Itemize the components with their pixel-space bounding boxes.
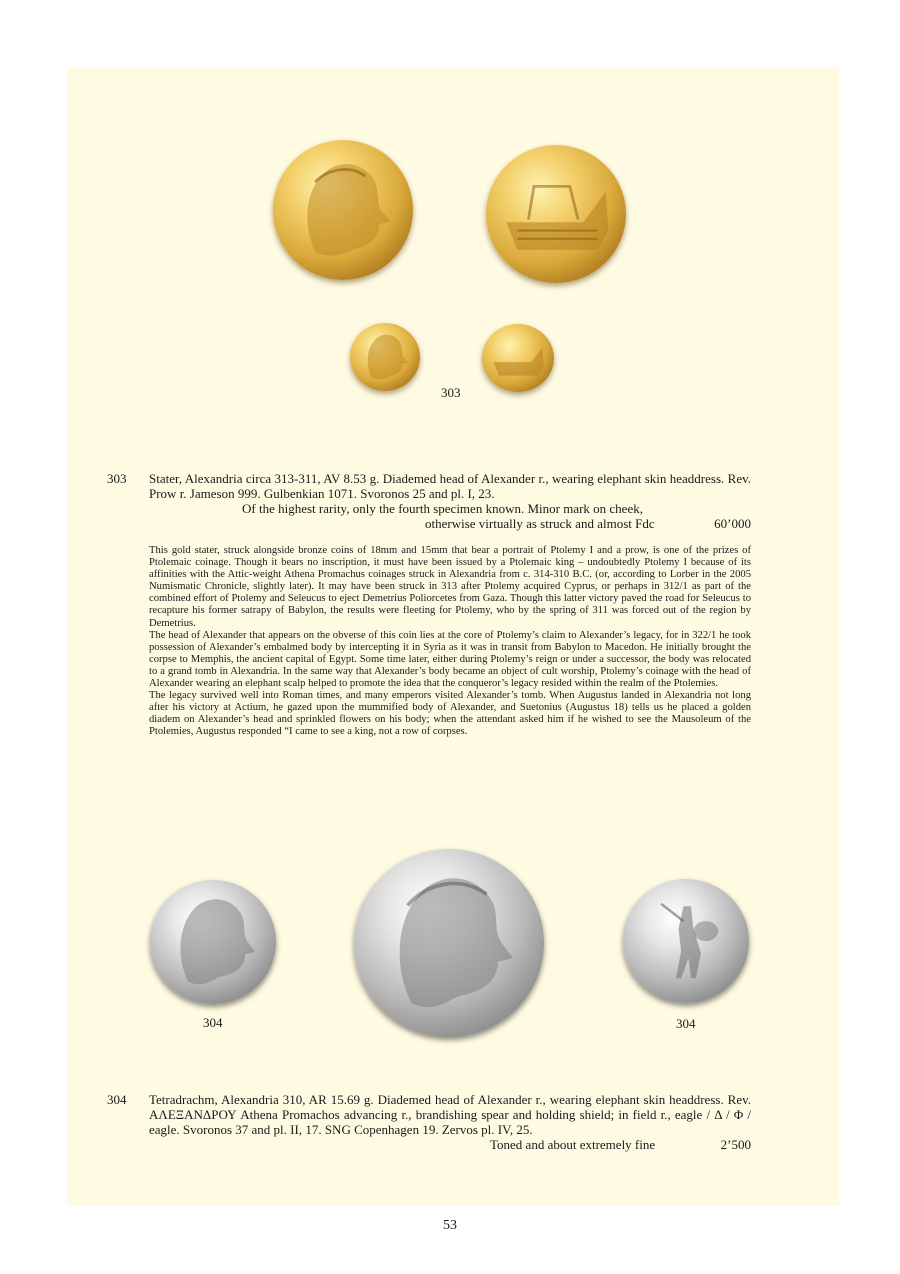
alexander-head-icon (350, 323, 420, 391)
lot-description-303: Stater, Alexandria circa 313-311, AV 8.53 g. Diademed head of Alexander r., wearing elephant skin headdress. Rev. Prow r. Jameson 999. Gulbenkian 1071. Svoronos 25 and pl. I, 23. (149, 471, 751, 501)
page-number: 53 (443, 1218, 457, 1233)
lot-remark-303-line2: otherwise virtually as struck and almost Fdc (425, 516, 655, 531)
lot-description-304: Tetradrachm, Alexandria 310, AR 15.69 g. Diademed head of Alexander r., wearing elephant skin headdress. Rev. ΑΛΕΞΑΝΔΡΟΥ Athena Promachos advancing r., brandishing spear and holding shield; in field r., eagle / Δ / Φ / eagle. Svoronos 37 and pl. II, 17. SNG Copenhagen 19. Zervos pl. IV, 25. (149, 1092, 751, 1137)
coin-303-obverse-small (350, 323, 420, 391)
coin-303-reverse-large (486, 145, 626, 283)
image-caption-303: 303 (441, 385, 461, 400)
essay-paragraph: The head of Alexander that appears on the obverse of this coin lies at the core of Ptolemy’s claim to Alexander’s legacy, for in 322/1 he took possession of Alexander’s embalmed body by intercepting it in Syria as it was in transit from Babylon to Macedon. He initially brought the corpse to Memphis, the ancient capital of Egypt. Some time later, either during Ptolemy’s reign or under a successor, the body was relocated to a grand tomb in Alexandria. In the same way that Alexander’s body became an object of cult worship, Ptolemy’s coinage with the head of Alexander wearing an elephant scalp helped to promote the idea that the conqueror’s legacy resided within the realm of the Ptolemies. (149, 629, 751, 690)
prow-icon (482, 324, 554, 392)
coin-303-reverse-small (482, 324, 554, 392)
alexander-head-icon (354, 849, 544, 1037)
prow-icon (486, 145, 626, 283)
lot-number-304: 304 (107, 1092, 127, 1107)
image-caption-304-left: 304 (203, 1015, 223, 1030)
lot-estimate-303: 60’000 (714, 516, 751, 531)
alexander-head-icon (273, 140, 413, 280)
essay-paragraph: This gold stater, struck alongside bronze coins of 18mm and 15mm that bear a portrait of Ptolemy I and a prow, is one of the prizes of Ptolemaic coinage. Though it bears no inscription, it must have been issued by a Ptolemaic king – undoubtedly Ptolemy I because of its affinities with the Attic-weight Athena Promachus coinages struck in Alexandria from c. 314-310 B.C. (or, according to Lorber in the 2005 Numismatic Chronicle, slightly later). It may have been struck in 313 after Ptolemy acquired Cyprus, or perhaps in 312/1 as part of the combined effort of Ptolemy and Seleucus to eject Demetrius Poliorcetes from Gaza. Though this latter victory paved the road for Seleucus to recapture his former satrapy of Babylon, the results were fleeting for Ptolemy, who by the spring of 311 was forced out of the region by Demetrius. (149, 545, 751, 629)
image-caption-304-right: 304 (676, 1016, 696, 1031)
lot-estimate-304: 2’500 (720, 1137, 751, 1152)
lot-303-essay (149, 545, 751, 739)
lot-remark-303-line1: Of the highest rarity, only the fourth specimen known. Minor mark on cheek, (242, 501, 643, 516)
essay-paragraph: The legacy survived well into Roman times, and many emperors visited Alexander’s tomb. When Augustus landed in Alexandria not long after his victory at Actium, he gazed upon the mummified body of Alexander, and Suetonius (Augustus 18) tells us he placed a golden diadem on Alexander’s head and sprinkled flowers on his body; when the attendant asked him if he wished to see the Mausoleum of the Ptolemies, Augustus responded “I came to see a king, not a row of corpses. (149, 690, 751, 738)
coin-304-obverse-small (150, 880, 276, 1004)
alexander-head-icon (150, 880, 276, 1004)
coin-304-reverse-small (623, 879, 749, 1003)
lot-grade-304: Toned and about extremely fine (490, 1137, 656, 1152)
athena-promachos-icon (623, 879, 749, 1003)
coin-303-obverse-large (273, 140, 413, 280)
coin-304-obverse-large (354, 849, 544, 1037)
lot-number-303: 303 (107, 471, 127, 486)
